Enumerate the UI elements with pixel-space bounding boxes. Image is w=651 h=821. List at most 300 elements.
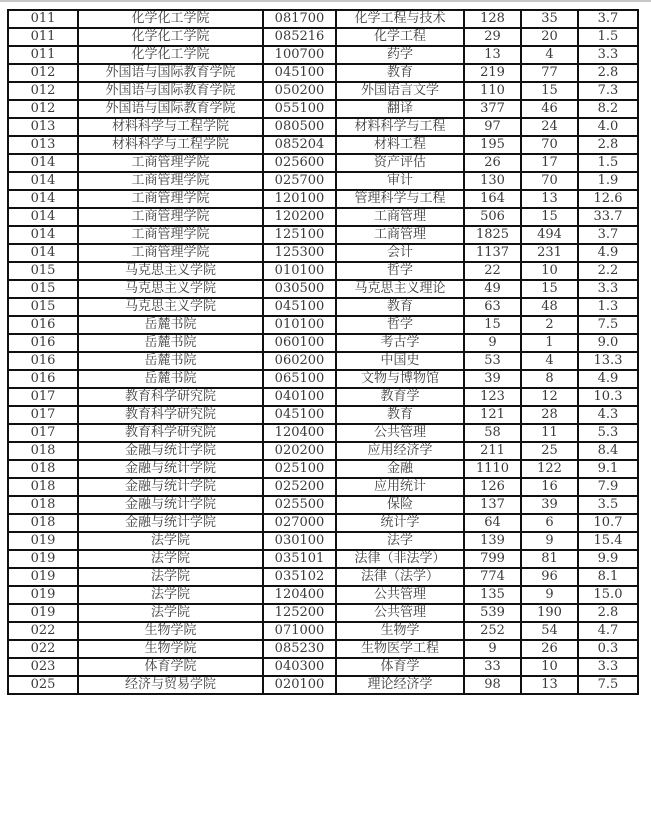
applicants-cell: 22	[464, 262, 521, 280]
major-name-cell: 药学	[336, 46, 464, 64]
table-row	[8, 190, 638, 208]
major-name-cell: 应用统计	[336, 478, 464, 496]
ratio-cell: 3.7	[578, 10, 638, 28]
ratio-cell: 0.3	[578, 640, 638, 658]
table-row	[8, 118, 638, 136]
major-name-cell: 法学	[336, 532, 464, 550]
major-code-cell: 030500	[263, 280, 336, 298]
major-code-cell: 050200	[263, 82, 336, 100]
major-name-cell: 金融	[336, 460, 464, 478]
admitted-cell: 26	[521, 640, 578, 658]
applicants-cell: 58	[464, 424, 521, 442]
ratio-cell: 3.3	[578, 46, 638, 64]
admitted-cell: 8	[521, 370, 578, 388]
major-name-cell: 翻译	[336, 100, 464, 118]
major-code-cell: 045100	[263, 64, 336, 82]
major-name-cell: 工商管理	[336, 226, 464, 244]
college-name-cell: 金融与统计学院	[78, 496, 263, 514]
college-name-cell: 工商管理学院	[78, 226, 263, 244]
table-row	[8, 406, 638, 424]
major-name-cell: 会计	[336, 244, 464, 262]
applicants-cell: 195	[464, 136, 521, 154]
major-code-cell: 035102	[263, 568, 336, 586]
major-code-cell: 035101	[263, 550, 336, 568]
table-row	[8, 604, 638, 622]
major-code-cell: 081700	[263, 10, 336, 28]
admitted-cell: 122	[521, 460, 578, 478]
major-code-cell: 120100	[263, 190, 336, 208]
table-row	[8, 136, 638, 154]
admitted-cell: 13	[521, 676, 578, 694]
admitted-cell: 1	[521, 334, 578, 352]
table-row	[8, 226, 638, 244]
applicants-cell: 1110	[464, 460, 521, 478]
college-name-cell: 岳麓书院	[78, 334, 263, 352]
admitted-cell: 12	[521, 388, 578, 406]
major-code-cell: 085204	[263, 136, 336, 154]
admitted-cell: 15	[521, 280, 578, 298]
college-code-cell: 013	[8, 118, 78, 136]
table-row	[8, 478, 638, 496]
table-row	[8, 676, 638, 694]
table-row	[8, 64, 638, 82]
ratio-cell: 10.7	[578, 514, 638, 532]
admitted-cell: 70	[521, 136, 578, 154]
major-code-cell: 040100	[263, 388, 336, 406]
admitted-cell: 81	[521, 550, 578, 568]
admitted-cell: 24	[521, 118, 578, 136]
window-top-edge	[0, 0, 651, 2]
admitted-cell: 46	[521, 100, 578, 118]
college-code-cell: 014	[8, 244, 78, 262]
table-row	[8, 352, 638, 370]
college-name-cell: 工商管理学院	[78, 190, 263, 208]
major-code-cell: 045100	[263, 406, 336, 424]
major-name-cell: 法律（非法学）	[336, 550, 464, 568]
major-name-cell: 应用经济学	[336, 442, 464, 460]
college-name-cell: 材料科学与工程学院	[78, 118, 263, 136]
ratio-cell: 3.5	[578, 496, 638, 514]
table-row	[8, 154, 638, 172]
admitted-cell: 11	[521, 424, 578, 442]
college-name-cell: 法学院	[78, 568, 263, 586]
table-row	[8, 460, 638, 478]
ratio-cell: 4.3	[578, 406, 638, 424]
ratio-cell: 7.5	[578, 316, 638, 334]
admitted-cell: 9	[521, 586, 578, 604]
college-code-cell: 013	[8, 136, 78, 154]
ratio-cell: 2.8	[578, 136, 638, 154]
college-code-cell: 014	[8, 154, 78, 172]
college-code-cell: 025	[8, 676, 78, 694]
college-code-cell: 011	[8, 28, 78, 46]
college-code-cell: 019	[8, 604, 78, 622]
major-name-cell: 哲学	[336, 316, 464, 334]
college-code-cell: 019	[8, 568, 78, 586]
admitted-cell: 9	[521, 532, 578, 550]
ratio-cell: 3.7	[578, 226, 638, 244]
major-name-cell: 工商管理	[336, 208, 464, 226]
applicants-cell: 126	[464, 478, 521, 496]
ratio-cell: 1.5	[578, 28, 638, 46]
college-name-cell: 化学化工学院	[78, 46, 263, 64]
admitted-cell: 48	[521, 298, 578, 316]
major-name-cell: 公共管理	[336, 424, 464, 442]
college-name-cell: 教育科学研究院	[78, 388, 263, 406]
table-row	[8, 82, 638, 100]
admitted-cell: 15	[521, 208, 578, 226]
table-row	[8, 622, 638, 640]
admissions-statistics-table	[7, 9, 639, 695]
college-name-cell: 生物学院	[78, 640, 263, 658]
college-code-cell: 015	[8, 280, 78, 298]
ratio-cell: 5.3	[578, 424, 638, 442]
major-code-cell: 040300	[263, 658, 336, 676]
major-code-cell: 120400	[263, 424, 336, 442]
college-name-cell: 工商管理学院	[78, 172, 263, 190]
applicants-cell: 123	[464, 388, 521, 406]
ratio-cell: 33.7	[578, 208, 638, 226]
college-code-cell: 016	[8, 370, 78, 388]
admitted-cell: 39	[521, 496, 578, 514]
college-name-cell: 外国语与国际教育学院	[78, 64, 263, 82]
college-code-cell: 017	[8, 406, 78, 424]
major-name-cell: 管理科学与工程	[336, 190, 464, 208]
admitted-cell: 231	[521, 244, 578, 262]
admitted-cell: 70	[521, 172, 578, 190]
college-name-cell: 法学院	[78, 550, 263, 568]
college-code-cell: 019	[8, 586, 78, 604]
applicants-cell: 1825	[464, 226, 521, 244]
major-code-cell: 071000	[263, 622, 336, 640]
applicants-cell: 63	[464, 298, 521, 316]
college-code-cell: 015	[8, 298, 78, 316]
ratio-cell: 3.3	[578, 658, 638, 676]
applicants-cell: 135	[464, 586, 521, 604]
ratio-cell: 3.3	[578, 280, 638, 298]
college-code-cell: 014	[8, 226, 78, 244]
college-code-cell: 023	[8, 658, 78, 676]
ratio-cell: 4.7	[578, 622, 638, 640]
admitted-cell: 6	[521, 514, 578, 532]
admitted-cell: 4	[521, 46, 578, 64]
applicants-cell: 219	[464, 64, 521, 82]
ratio-cell: 8.2	[578, 100, 638, 118]
college-name-cell: 外国语与国际教育学院	[78, 82, 263, 100]
ratio-cell: 9.1	[578, 460, 638, 478]
college-code-cell: 012	[8, 64, 78, 82]
applicants-cell: 137	[464, 496, 521, 514]
applicants-cell: 774	[464, 568, 521, 586]
major-code-cell: 085216	[263, 28, 336, 46]
major-name-cell: 考古学	[336, 334, 464, 352]
table-row	[8, 244, 638, 262]
admitted-cell: 54	[521, 622, 578, 640]
college-code-cell: 018	[8, 496, 78, 514]
applicants-cell: 377	[464, 100, 521, 118]
table-row	[8, 388, 638, 406]
admitted-cell: 190	[521, 604, 578, 622]
table-row	[8, 334, 638, 352]
applicants-cell: 164	[464, 190, 521, 208]
table-row	[8, 640, 638, 658]
major-name-cell: 材料工程	[336, 136, 464, 154]
college-code-cell: 012	[8, 100, 78, 118]
major-code-cell: 010100	[263, 262, 336, 280]
college-code-cell: 022	[8, 640, 78, 658]
ratio-cell: 2.8	[578, 604, 638, 622]
applicants-cell: 39	[464, 370, 521, 388]
admitted-cell: 4	[521, 352, 578, 370]
applicants-cell: 506	[464, 208, 521, 226]
applicants-cell: 29	[464, 28, 521, 46]
college-code-cell: 018	[8, 460, 78, 478]
applicants-cell: 53	[464, 352, 521, 370]
college-name-cell: 教育科学研究院	[78, 406, 263, 424]
college-code-cell: 011	[8, 10, 78, 28]
major-code-cell: 125300	[263, 244, 336, 262]
ratio-cell: 9.9	[578, 550, 638, 568]
admitted-cell: 20	[521, 28, 578, 46]
ratio-cell: 2.8	[578, 64, 638, 82]
college-name-cell: 工商管理学院	[78, 154, 263, 172]
admitted-cell: 15	[521, 82, 578, 100]
admitted-cell: 35	[521, 10, 578, 28]
major-code-cell: 025100	[263, 460, 336, 478]
major-name-cell: 保险	[336, 496, 464, 514]
applicants-cell: 110	[464, 82, 521, 100]
major-code-cell: 100700	[263, 46, 336, 64]
major-code-cell: 055100	[263, 100, 336, 118]
ratio-cell: 7.9	[578, 478, 638, 496]
table-row	[8, 658, 638, 676]
ratio-cell: 1.3	[578, 298, 638, 316]
table-row	[8, 280, 638, 298]
college-name-cell: 岳麓书院	[78, 370, 263, 388]
major-code-cell: 125100	[263, 226, 336, 244]
ratio-cell: 13.3	[578, 352, 638, 370]
college-name-cell: 法学院	[78, 604, 263, 622]
major-code-cell: 025200	[263, 478, 336, 496]
major-code-cell: 120400	[263, 586, 336, 604]
applicants-cell: 9	[464, 334, 521, 352]
table-row	[8, 532, 638, 550]
college-name-cell: 生物学院	[78, 622, 263, 640]
major-code-cell: 085230	[263, 640, 336, 658]
applicants-cell: 49	[464, 280, 521, 298]
major-code-cell: 025500	[263, 496, 336, 514]
ratio-cell: 4.0	[578, 118, 638, 136]
college-name-cell: 金融与统计学院	[78, 478, 263, 496]
ratio-cell: 8.4	[578, 442, 638, 460]
table-row	[8, 262, 638, 280]
applicants-cell: 128	[464, 10, 521, 28]
admitted-cell: 10	[521, 658, 578, 676]
ratio-cell: 4.9	[578, 370, 638, 388]
table-row	[8, 424, 638, 442]
college-name-cell: 金融与统计学院	[78, 442, 263, 460]
applicants-cell: 211	[464, 442, 521, 460]
college-code-cell: 016	[8, 334, 78, 352]
admitted-cell: 16	[521, 478, 578, 496]
applicants-cell: 799	[464, 550, 521, 568]
major-code-cell: 060100	[263, 334, 336, 352]
college-code-cell: 012	[8, 82, 78, 100]
college-name-cell: 马克思主义学院	[78, 298, 263, 316]
major-code-cell: 080500	[263, 118, 336, 136]
major-code-cell: 027000	[263, 514, 336, 532]
college-name-cell: 金融与统计学院	[78, 514, 263, 532]
table-row	[8, 550, 638, 568]
college-code-cell: 014	[8, 208, 78, 226]
applicants-cell: 9	[464, 640, 521, 658]
college-code-cell: 017	[8, 424, 78, 442]
college-code-cell: 015	[8, 262, 78, 280]
applicants-cell: 15	[464, 316, 521, 334]
ratio-cell: 1.5	[578, 154, 638, 172]
major-code-cell: 030100	[263, 532, 336, 550]
major-name-cell: 文物与博物馆	[336, 370, 464, 388]
major-name-cell: 化学工程	[336, 28, 464, 46]
major-name-cell: 哲学	[336, 262, 464, 280]
major-code-cell: 065100	[263, 370, 336, 388]
table-row	[8, 370, 638, 388]
table-row	[8, 568, 638, 586]
admitted-cell: 25	[521, 442, 578, 460]
admitted-cell: 2	[521, 316, 578, 334]
ratio-cell: 8.1	[578, 568, 638, 586]
applicants-cell: 97	[464, 118, 521, 136]
ratio-cell: 12.6	[578, 190, 638, 208]
admitted-cell: 13	[521, 190, 578, 208]
major-name-cell: 材料科学与工程	[336, 118, 464, 136]
major-name-cell: 公共管理	[336, 586, 464, 604]
table-row	[8, 514, 638, 532]
major-name-cell: 外国语言文学	[336, 82, 464, 100]
major-name-cell: 教育	[336, 298, 464, 316]
major-name-cell: 资产评估	[336, 154, 464, 172]
table-row	[8, 100, 638, 118]
admitted-cell: 10	[521, 262, 578, 280]
ratio-cell: 2.2	[578, 262, 638, 280]
major-name-cell: 中国史	[336, 352, 464, 370]
table-row	[8, 496, 638, 514]
major-name-cell: 教育	[336, 64, 464, 82]
admitted-cell: 494	[521, 226, 578, 244]
applicants-cell: 13	[464, 46, 521, 64]
applicants-cell: 252	[464, 622, 521, 640]
table-row	[8, 28, 638, 46]
major-code-cell: 120200	[263, 208, 336, 226]
major-name-cell: 化学工程与技术	[336, 10, 464, 28]
applicants-cell: 139	[464, 532, 521, 550]
table-row	[8, 298, 638, 316]
major-name-cell: 统计学	[336, 514, 464, 532]
college-name-cell: 化学化工学院	[78, 28, 263, 46]
college-name-cell: 岳麓书院	[78, 316, 263, 334]
admitted-cell: 77	[521, 64, 578, 82]
applicants-cell: 26	[464, 154, 521, 172]
table-row	[8, 172, 638, 190]
major-name-cell: 教育	[336, 406, 464, 424]
table-row	[8, 442, 638, 460]
major-name-cell: 生物医学工程	[336, 640, 464, 658]
major-code-cell: 020200	[263, 442, 336, 460]
college-name-cell: 经济与贸易学院	[78, 676, 263, 694]
college-name-cell: 法学院	[78, 532, 263, 550]
college-name-cell: 法学院	[78, 586, 263, 604]
table-row	[8, 586, 638, 604]
applicants-cell: 121	[464, 406, 521, 424]
college-name-cell: 体育学院	[78, 658, 263, 676]
college-name-cell: 马克思主义学院	[78, 262, 263, 280]
college-code-cell: 011	[8, 46, 78, 64]
college-code-cell: 014	[8, 190, 78, 208]
ratio-cell: 7.5	[578, 676, 638, 694]
applicants-cell: 539	[464, 604, 521, 622]
college-name-cell: 工商管理学院	[78, 208, 263, 226]
ratio-cell: 15.0	[578, 586, 638, 604]
ratio-cell: 7.3	[578, 82, 638, 100]
college-code-cell: 019	[8, 550, 78, 568]
college-name-cell: 外国语与国际教育学院	[78, 100, 263, 118]
table-row	[8, 46, 638, 64]
table-row	[8, 208, 638, 226]
college-code-cell: 022	[8, 622, 78, 640]
major-name-cell: 马克思主义理论	[336, 280, 464, 298]
ratio-cell: 15.4	[578, 532, 638, 550]
applicants-cell: 98	[464, 676, 521, 694]
table-row	[8, 10, 638, 28]
major-code-cell: 010100	[263, 316, 336, 334]
admitted-cell: 17	[521, 154, 578, 172]
college-code-cell: 016	[8, 316, 78, 334]
college-name-cell: 材料科学与工程学院	[78, 136, 263, 154]
major-name-cell: 体育学	[336, 658, 464, 676]
major-name-cell: 生物学	[336, 622, 464, 640]
table-row	[8, 316, 638, 334]
major-name-cell: 教育学	[336, 388, 464, 406]
major-name-cell: 审计	[336, 172, 464, 190]
admitted-cell: 96	[521, 568, 578, 586]
major-code-cell: 025700	[263, 172, 336, 190]
college-name-cell: 化学化工学院	[78, 10, 263, 28]
college-code-cell: 018	[8, 442, 78, 460]
applicants-cell: 130	[464, 172, 521, 190]
ratio-cell: 1.9	[578, 172, 638, 190]
college-name-cell: 教育科学研究院	[78, 424, 263, 442]
college-code-cell: 016	[8, 352, 78, 370]
college-name-cell: 马克思主义学院	[78, 280, 263, 298]
applicants-cell: 33	[464, 658, 521, 676]
major-code-cell: 060200	[263, 352, 336, 370]
applicants-cell: 1137	[464, 244, 521, 262]
major-name-cell: 法律（法学）	[336, 568, 464, 586]
major-name-cell: 公共管理	[336, 604, 464, 622]
college-name-cell: 工商管理学院	[78, 244, 263, 262]
admitted-cell: 28	[521, 406, 578, 424]
major-code-cell: 125200	[263, 604, 336, 622]
major-name-cell: 理论经济学	[336, 676, 464, 694]
ratio-cell: 4.9	[578, 244, 638, 262]
college-code-cell: 018	[8, 514, 78, 532]
college-code-cell: 017	[8, 388, 78, 406]
college-code-cell: 019	[8, 532, 78, 550]
college-name-cell: 岳麓书院	[78, 352, 263, 370]
ratio-cell: 10.3	[578, 388, 638, 406]
major-code-cell: 025600	[263, 154, 336, 172]
college-code-cell: 014	[8, 172, 78, 190]
